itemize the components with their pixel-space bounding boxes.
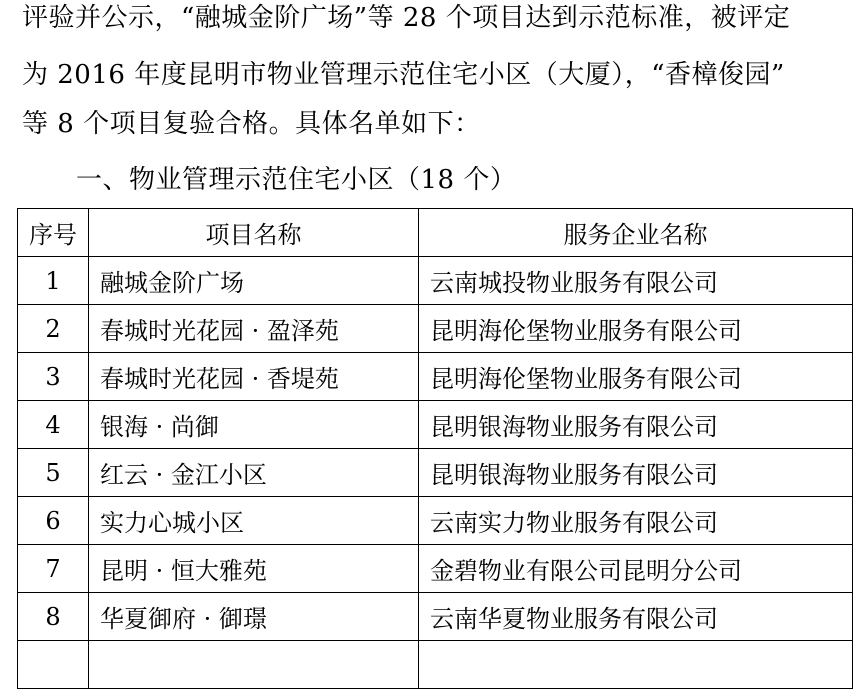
paragraph-line-3: 等 8 个项目复验合格。具体名单如下：: [22, 109, 481, 139]
table-row: [18, 545, 853, 593]
row-number: 7: [18, 545, 89, 593]
row-company-name: 昆明银海物业服务有限公司: [419, 449, 853, 497]
row-project-name: 春城时光花园 · 香堤苑: [89, 353, 419, 401]
row-company-name: 昆明银海物业服务有限公司: [419, 401, 853, 449]
table-row: [18, 449, 853, 497]
table-row: [18, 353, 853, 401]
header-project-name: 项目名称: [89, 209, 419, 257]
paragraph-line-2: 为 2016 年度昆明市物业管理示范住宅小区（大厦），“香樟俊园”: [22, 60, 785, 90]
paragraph-line-1: 评验并公示，“融城金阶广场”等 28 个项目达到示范标准，被评定: [22, 3, 791, 33]
row-company-name: 云南华夏物业服务有限公司: [419, 593, 853, 641]
row-company-name: 云南实力物业服务有限公司: [419, 497, 853, 545]
table-row: [18, 257, 853, 305]
row-project-name: 银海 · 尚御: [89, 401, 419, 449]
row-number: 5: [18, 449, 89, 497]
project-table: [17, 208, 852, 689]
row-number: 2: [18, 305, 89, 353]
row-project-name: 实力心城小区: [89, 497, 419, 545]
header-number: 序号: [18, 209, 89, 257]
row-company-name: 昆明海伦堡物业服务有限公司: [419, 353, 853, 401]
row-project-name: 红云 · 金江小区: [89, 449, 419, 497]
row-company-name: [419, 641, 853, 689]
table-header-row: [18, 209, 853, 257]
row-project-name: 华夏御府 · 御璟: [89, 593, 419, 641]
row-company-name: 昆明海伦堡物业服务有限公司: [419, 305, 853, 353]
row-company-name: 云南城投物业服务有限公司: [419, 257, 853, 305]
row-project-name: 春城时光花园 · 盈泽苑: [89, 305, 419, 353]
section-heading: 一、物业管理示范住宅小区（18 个）: [76, 165, 517, 195]
table-row: [18, 305, 853, 353]
table-row: [18, 497, 853, 545]
table-row: [18, 641, 853, 689]
table-row: [18, 401, 853, 449]
table-row: [18, 593, 853, 641]
header-company-name: 服务企业名称: [419, 209, 853, 257]
row-project-name: 融城金阶广场: [89, 257, 419, 305]
row-number: 3: [18, 353, 89, 401]
row-number: [18, 641, 89, 689]
row-number: 8: [18, 593, 89, 641]
row-company-name: 金碧物业有限公司昆明分公司: [419, 545, 853, 593]
row-project-name: 昆明 · 恒大雅苑: [89, 545, 419, 593]
row-number: 1: [18, 257, 89, 305]
row-number: 4: [18, 401, 89, 449]
row-number: 6: [18, 497, 89, 545]
row-project-name: [89, 641, 419, 689]
